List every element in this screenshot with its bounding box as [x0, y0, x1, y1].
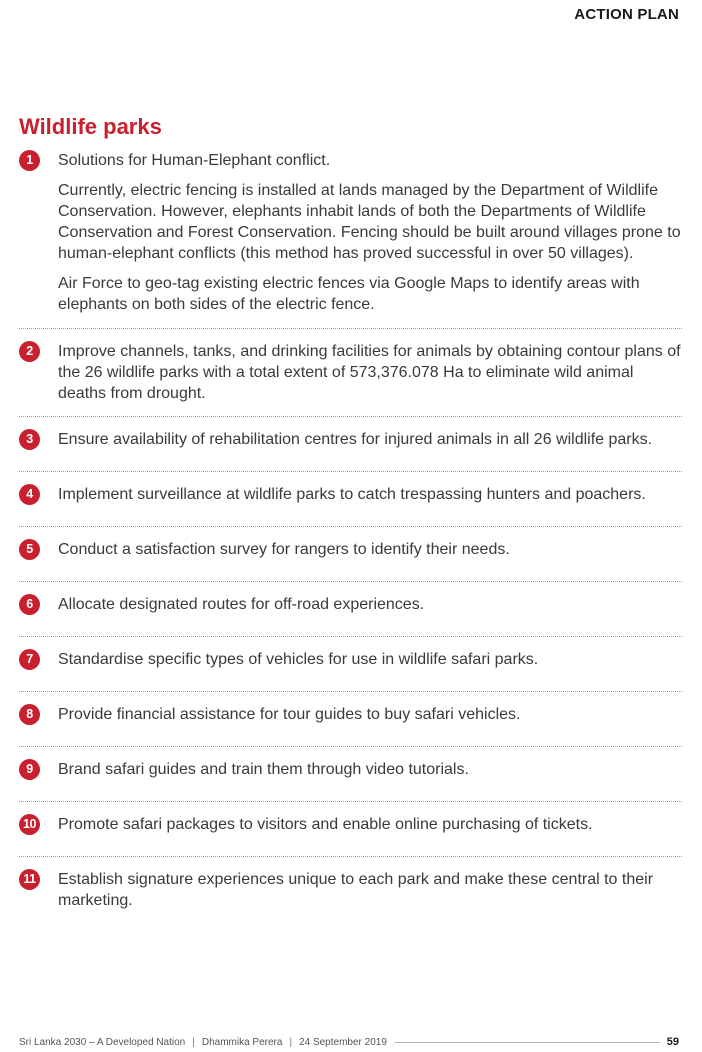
action-item-list: [19, 150, 682, 911]
item-text: Improve channels, tanks, and drinking facilities for animals by obtaining contour plans of the 26 wildlife parks with a total extent of 573,376.078 Ha to eliminate wild animal deaths from drought.: [58, 343, 681, 402]
item-number-badge: 1: [19, 150, 40, 171]
item-text: Provide financial assistance for tour guides to buy safari vehicles.: [58, 706, 521, 723]
action-item: [19, 150, 682, 329]
footer-separator: |: [192, 1036, 195, 1048]
item-text: Promote safari packages to visitors and enable online purchasing of tickets.: [58, 816, 593, 833]
action-item: [19, 527, 682, 582]
footer-rule: [395, 1042, 660, 1043]
item-text: Establish signature experiences unique to each park and make these central to their marketing.: [58, 871, 654, 909]
item-text: Air Force to geo-tag existing electric fences via Google Maps to identify areas with elephants on both sides of the electric fence.: [58, 275, 640, 313]
item-number-badge: 3: [19, 429, 40, 450]
footer-publication: Sri Lanka 2030 – A Developed Nation: [19, 1036, 186, 1048]
item-number-badge: 2: [19, 341, 40, 362]
item-text: Standardise specific types of vehicles for use in wildlife safari parks.: [58, 651, 539, 668]
page-number: 59: [666, 1036, 679, 1048]
action-item: [19, 802, 682, 857]
section-title: Wildlife parks: [19, 114, 162, 139]
item-number-badge: 9: [19, 759, 40, 780]
footer-author: Dhammika Perera: [201, 1036, 283, 1048]
item-text: Conduct a satisfaction survey for rangers to identify their needs.: [58, 541, 510, 558]
footer-separator: |: [289, 1036, 293, 1048]
item-number-badge: 7: [19, 649, 40, 670]
item-text: Ensure availability of rehabilitation centres for injured animals in all 26 wildlife parks.: [58, 431, 653, 448]
item-text: Implement surveillance at wildlife parks to catch trespassing hunters and poachers.: [58, 486, 646, 503]
page-footer: [19, 1035, 679, 1049]
item-text: Solutions for Human-Elephant conflict.: [58, 152, 331, 169]
item-text: Brand safari guides and train them through video tutorials.: [58, 761, 469, 778]
action-item: [19, 637, 682, 692]
action-item: [19, 472, 682, 527]
action-item: [19, 692, 682, 747]
item-text: Allocate designated routes for off-road experiences.: [58, 596, 425, 613]
item-number-badge: 4: [19, 484, 40, 505]
footer-date: 24 September 2019: [299, 1036, 387, 1048]
item-number-badge: 6: [19, 594, 40, 615]
action-item: [19, 582, 682, 637]
item-number-badge: 8: [19, 704, 40, 725]
action-item: [19, 747, 682, 802]
item-text: Currently, electric fencing is installed at lands managed by the Department of Wildlife Conservation. However, elephants inhabit lands of both the Departments of Wildlife Conservation and Forest Conservation. Fencing should be built around villages prone to human-elephant conflicts (this method has proved successful in over 50 villages).: [58, 182, 681, 262]
action-item: [19, 329, 682, 417]
header-label: ACTION PLAN: [574, 6, 679, 23]
item-number-badge: 10: [19, 814, 40, 835]
item-number-badge: 5: [19, 539, 40, 560]
action-item: [19, 417, 682, 472]
action-item: [19, 857, 682, 911]
item-number-badge: 11: [19, 869, 40, 890]
